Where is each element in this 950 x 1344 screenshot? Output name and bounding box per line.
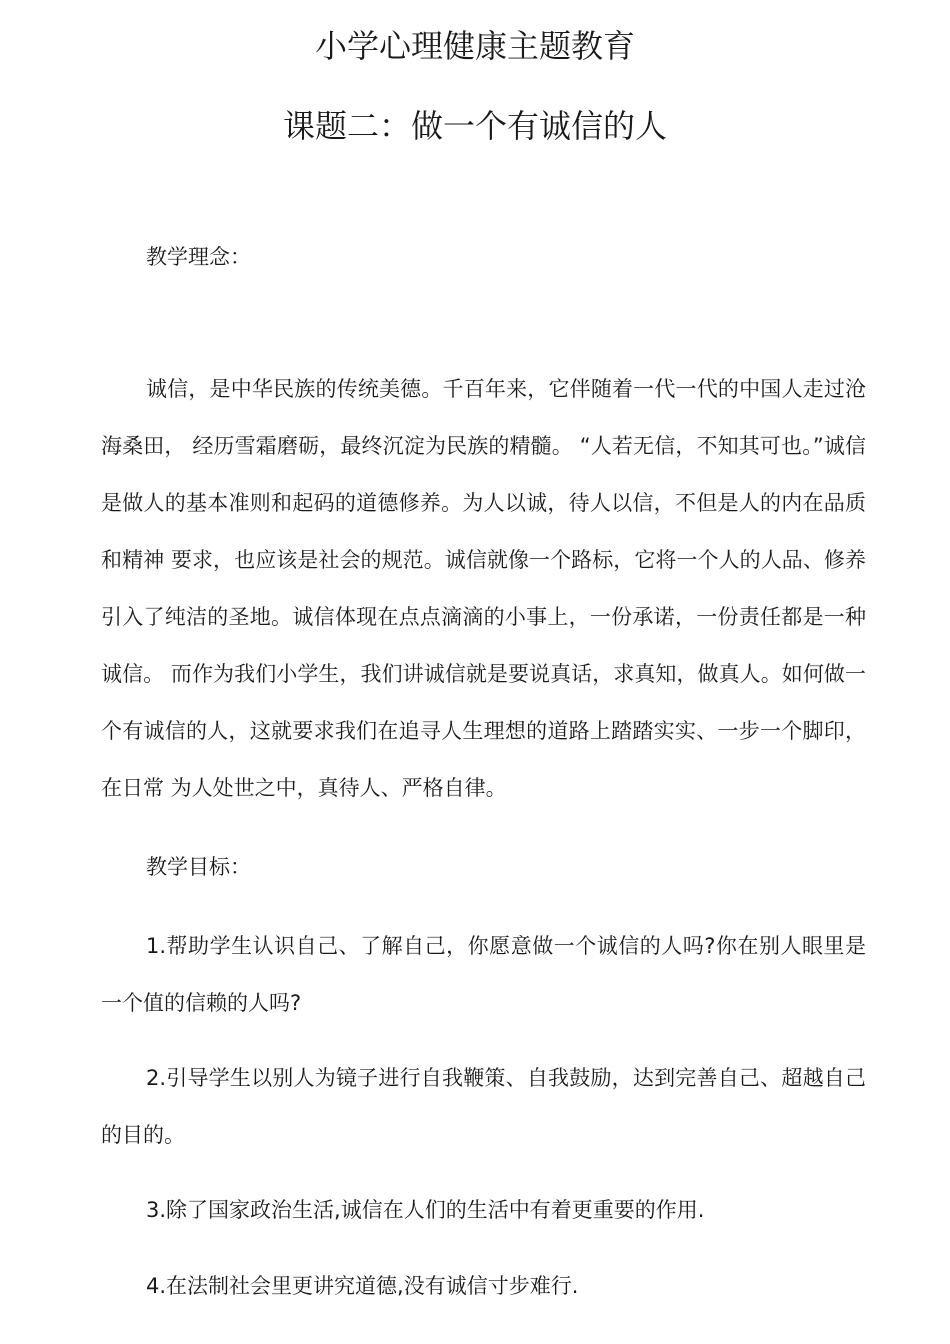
document-title: 小学心理健康主题教育: [314, 27, 635, 65]
goal-item: 4.在法制社会里更讲究道德,没有诚信寸步难行.: [146, 1274, 579, 1298]
lesson-title: 课题二：做一个有诚信的人: [282, 107, 667, 145]
goal-item: 1.帮助学生认识自己、了解自己，你愿意做一个诚信的人吗?你在别人眼里是一个值的信赖的人吗?: [101, 934, 866, 1015]
teaching-concept-heading: 教学理念：: [146, 245, 251, 269]
teaching-concept-paragraph: 诚信，是中华民族的传统美德。千百年来，它伴随着一代一代的中国人走过沧海桑田， 经历雪霜磨砺，最终沉淀为民族的精髓。 “人若无信，不知其可也。”诚信是做人的基本准则和起码的道德修养。为人以诚，待人以信，不但是人的内在品质和精神 要求，也应该是社会的规范。诚信就像一个路标，它将一个人的人品、修养引入了纯洁的圣地。诚信体现在点点滴滴的小事上，一份承诺，一份责任都是一种诚信。 而作为我们小学生，我们讲诚信就是要说真话，求真知，做真人。如何做一个有诚信的人，这就要求我们在追寻人生理想的道路上踏踏实实、一步一个脚印，在日常 为人处世之中，真待人、严格自律。: [101, 377, 866, 800]
teaching-goals-heading: 教学目标：: [146, 855, 251, 879]
goal-item: 3.除了国家政治生活,诚信在人们的生活中有着更重要的作用.: [146, 1198, 705, 1222]
goal-item: 2.引导学生以别人为镜子进行自我鞭策、自我鼓励，达到完善自己、超越自己的目的。: [101, 1066, 866, 1147]
